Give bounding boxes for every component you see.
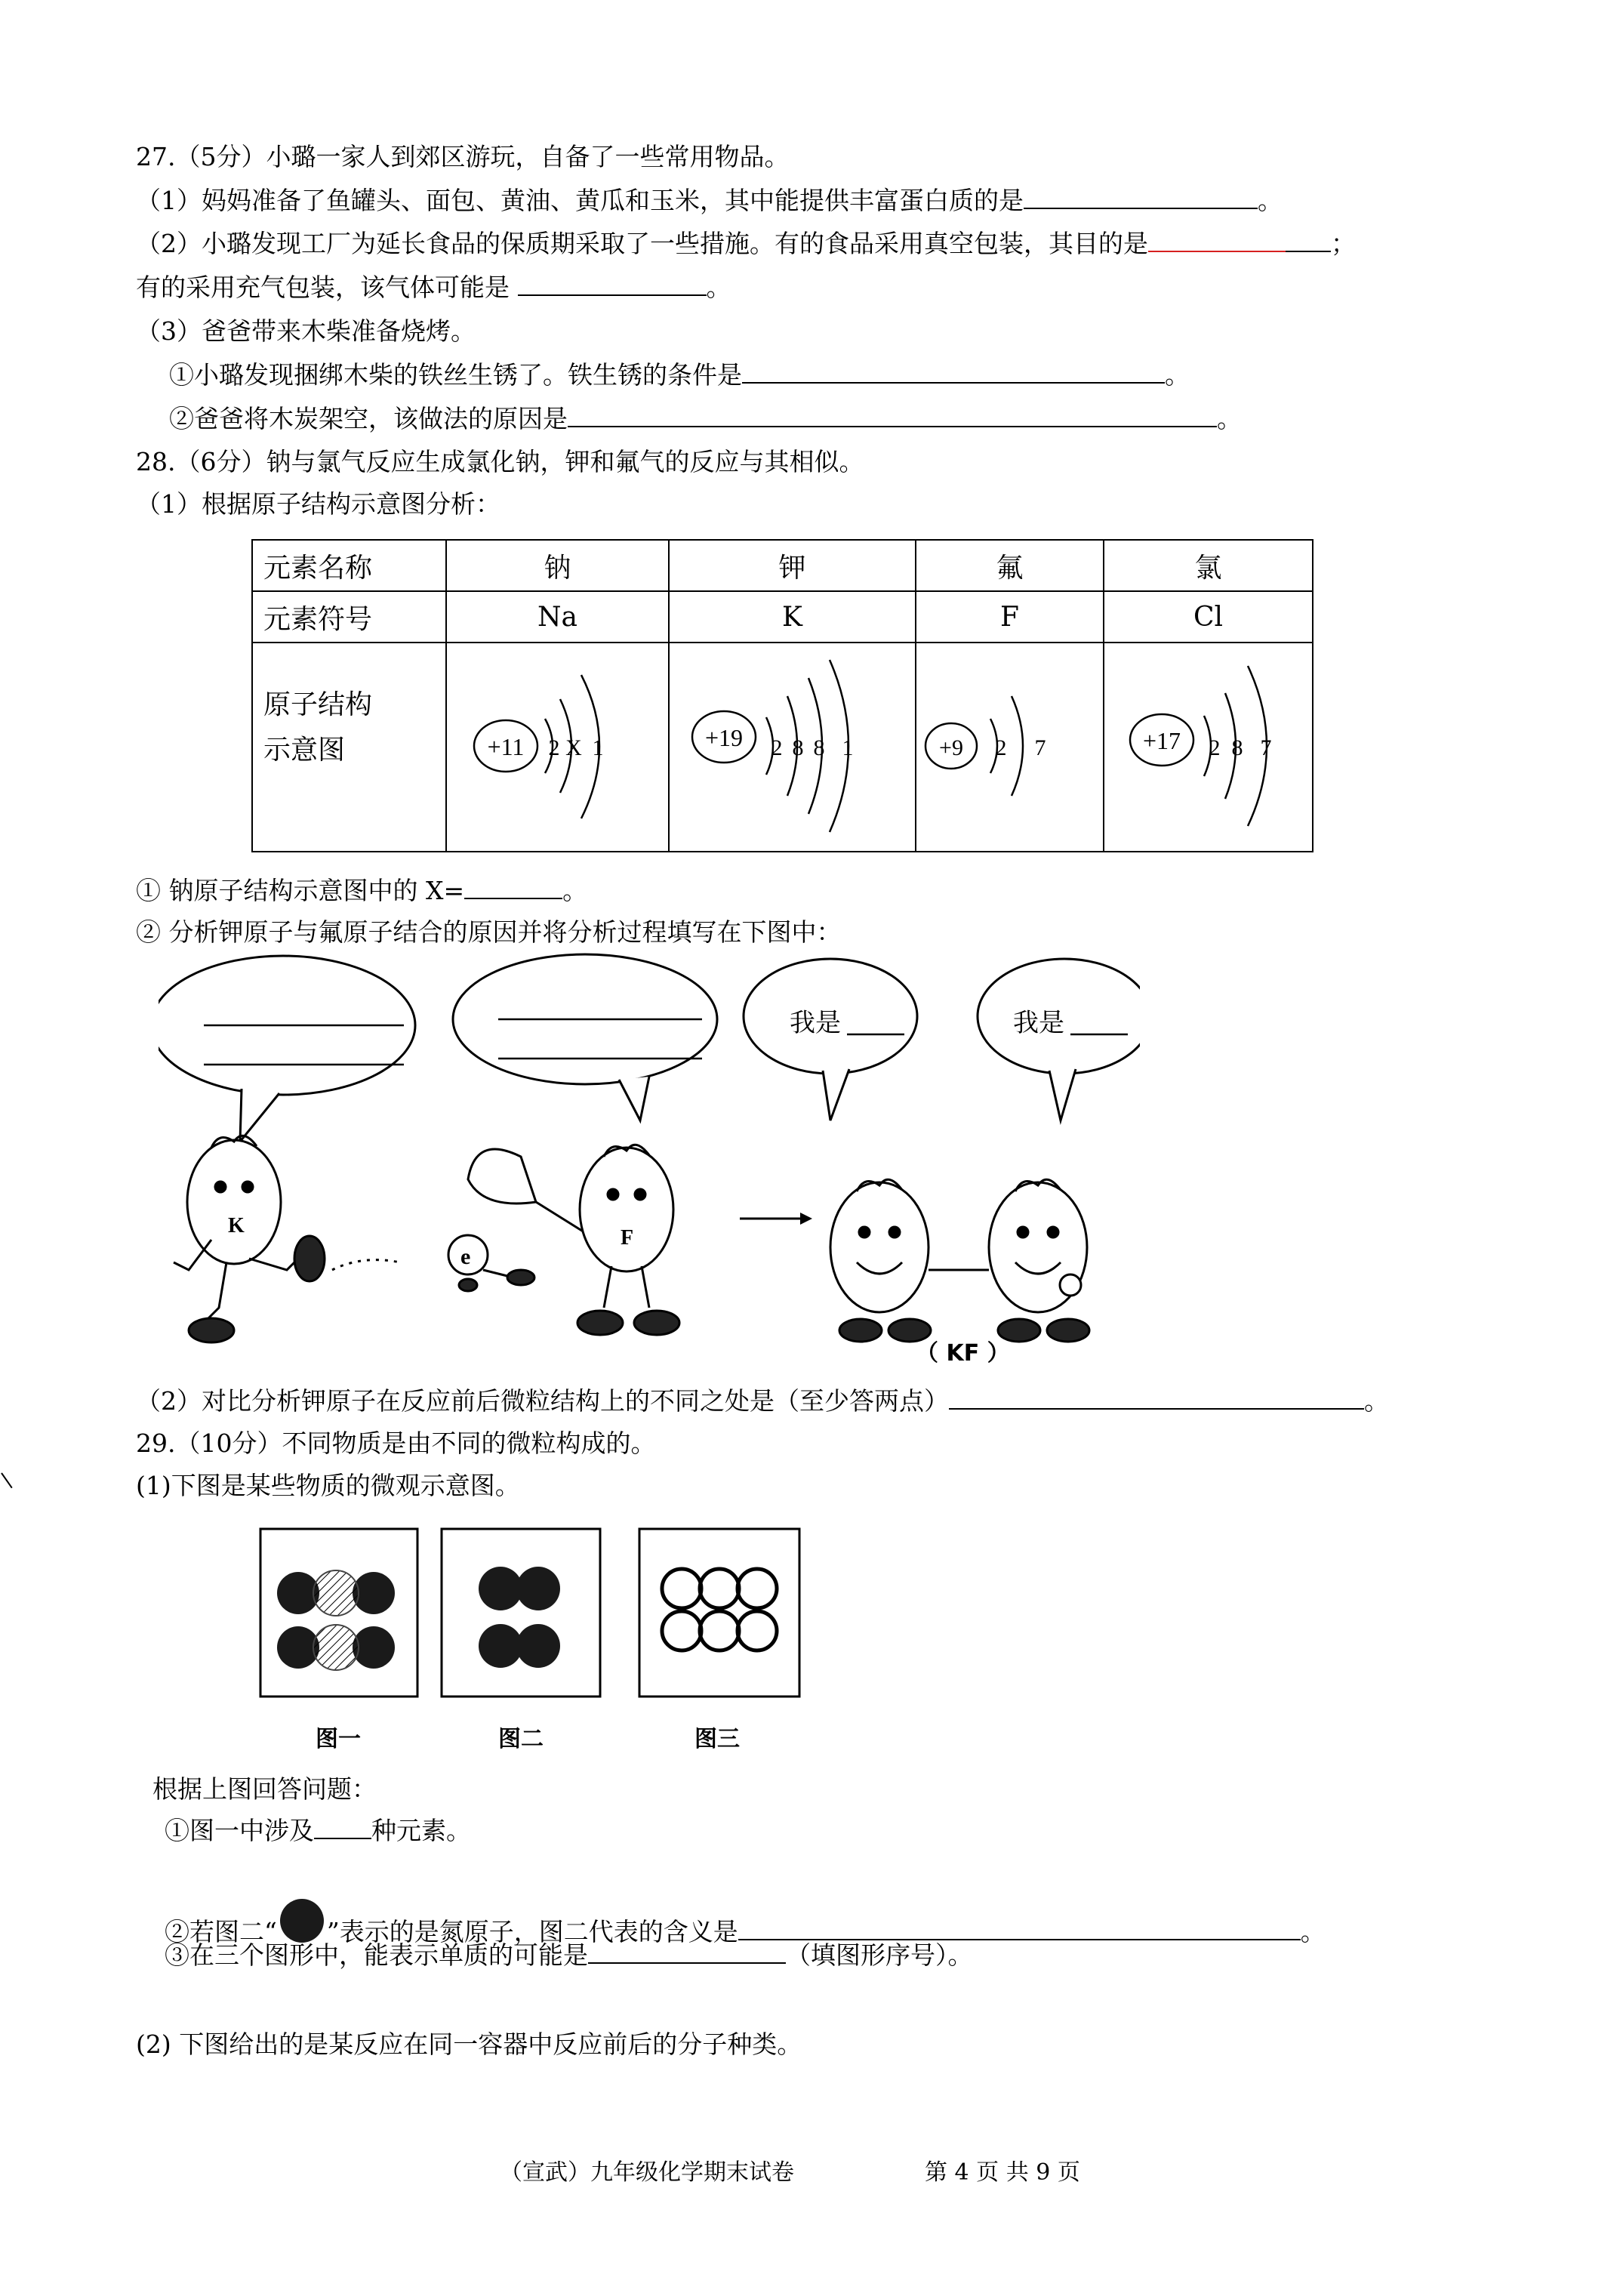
- atom-diagram-k: [669, 643, 916, 852]
- q29-part1: (1)下图是某些物质的微观示意图。: [136, 1471, 520, 1500]
- figure-1: [260, 1529, 417, 1697]
- q28-sub1: ① 钠原子结构示意图中的 X= 。: [136, 876, 588, 905]
- answer-blank[interactable]: [949, 1387, 1364, 1410]
- name-na: 钠: [446, 540, 669, 591]
- scan-mark: [1, 1472, 12, 1488]
- nucleus-label: +9: [939, 735, 963, 760]
- symbol-f: F: [916, 591, 1104, 643]
- shell-3-count: 7: [1260, 735, 1272, 760]
- answer-blank[interactable]: [742, 361, 1165, 384]
- atom-diagram-cl: [1104, 643, 1313, 852]
- q28-part1: （1）根据原子结构示意图分析：: [136, 489, 500, 519]
- figure-2: [442, 1529, 600, 1697]
- shell-3-count: 1: [592, 735, 604, 760]
- answer-blank[interactable]: [568, 405, 1217, 427]
- element-table: [251, 539, 1313, 852]
- symbol-cl: Cl: [1104, 591, 1313, 643]
- answer-blank[interactable]: [738, 1918, 1301, 1940]
- name-k: 钾: [669, 540, 916, 591]
- q27-part2a: （2）小璐发现工厂为延长食品的保质期采取了一些措施。有的食品采用真空包装，其目的是 ；: [136, 229, 1356, 258]
- answer-blank[interactable]: [464, 877, 562, 899]
- shell-1-count: 2: [548, 735, 560, 760]
- shell-1-count: 2: [771, 735, 783, 760]
- f-atom-character: [468, 1145, 679, 1335]
- q28-title: 28.（6分）钠与氯气反应生成氯化钠，钾和氟气的反应与其相似。: [136, 447, 864, 476]
- shell-2-count: 8: [792, 735, 804, 760]
- q28-part2: （2）对比分析钾原子在反应前后微粒结构上的不同之处是（至少答两点） 。: [136, 1386, 1389, 1416]
- shell-2-count: 7: [1034, 735, 1046, 760]
- shell-3-count: 8: [813, 735, 825, 760]
- nucleus-label: +17: [1142, 727, 1181, 754]
- symbol-k: K: [669, 591, 916, 643]
- kf-caption: （ KF ）: [916, 1340, 1010, 1367]
- row-label-name: 元素名称: [252, 540, 446, 591]
- f-label: F: [621, 1226, 634, 1250]
- shell-4-count: 1: [842, 735, 854, 760]
- answer-blank[interactable]: [1024, 186, 1258, 209]
- q27-part3a: ①小璐发现捆绑木柴的铁丝生锈了。铁生锈的条件是 。: [169, 360, 1190, 390]
- figure-3-caption: 图三: [694, 1726, 740, 1752]
- answer-blank[interactable]: [1148, 230, 1286, 252]
- shell-2-count: 8: [1231, 735, 1243, 760]
- answer-blank[interactable]: [518, 273, 707, 296]
- symbol-na: Na: [446, 591, 669, 643]
- footer-left: （宣武）九年级化学期末试卷: [500, 2159, 794, 2186]
- footer-page: 第 4 页 共 9 页: [925, 2159, 1080, 2186]
- q27-part1: （1）妈妈准备了鱼罐头、面包、黄油、黄瓜和玉米，其中能提供丰富蛋白质的是 。: [136, 186, 1283, 215]
- black-atom-icon: [280, 1899, 324, 1943]
- q29-sub-b: ②若图二“ ”表示的是氮原子，图二代表的含义是 。: [165, 1899, 1326, 1947]
- q29-intro: 根据上图回答问题：: [152, 1774, 377, 1804]
- q27-part2b: 有的采用充气包装，该气体可能是 。: [136, 273, 731, 302]
- k-label: K: [228, 1214, 245, 1237]
- q29-sub-c: ③在三个图形中，能表示单质的可能是 （填图形序号）。: [165, 1940, 973, 1970]
- nucleus-label: +19: [704, 724, 744, 751]
- q29-sub-a: ①图一中涉及 种元素。: [165, 1816, 471, 1845]
- atom-diagram-na: [446, 643, 669, 852]
- k-atom-character: [174, 1136, 325, 1342]
- row-label-diagram: 原子结构 示意图: [252, 643, 446, 852]
- q27-part3b: ②爸爸将木炭架空，该做法的原因是 。: [169, 404, 1242, 433]
- name-f: 氟: [916, 540, 1104, 591]
- row-label-symbol: 元素符号: [252, 591, 446, 643]
- answer-blank[interactable]: [314, 1817, 371, 1839]
- bubble-text-right: 我是: [1013, 1008, 1064, 1038]
- bubble-text-left: 我是: [790, 1008, 841, 1038]
- micro-diagrams: [257, 1525, 815, 1721]
- nucleus-label: +11: [487, 733, 525, 760]
- atom-diagram-f: [916, 643, 1104, 852]
- q28-sub2: ② 分析钾原子与氟原子结合的原因并将分析过程填写在下图中：: [136, 917, 842, 947]
- q27-title: 27.（5分）小璐一家人到郊区游玩，自备了一些常用物品。: [136, 142, 790, 171]
- shell-2-count: X: [565, 735, 582, 760]
- shell-1-count: 2: [1209, 735, 1221, 760]
- q27-part3: （3）爸爸带来木柴准备烧烤。: [136, 316, 476, 346]
- figure-2-caption: 图二: [498, 1726, 544, 1752]
- figure-3: [639, 1529, 799, 1697]
- q29-part2: (2) 下图给出的是某反应在同一容器中反应前后的分子种类。: [136, 2029, 802, 2059]
- kf-pair-characters: [830, 1179, 1089, 1342]
- answer-blank[interactable]: [588, 1941, 786, 1964]
- name-cl: 氯: [1104, 540, 1313, 591]
- q29-title: 29.（10分）不同物质是由不同的微粒构成的。: [136, 1428, 656, 1458]
- figure-1-caption: 图一: [316, 1726, 361, 1752]
- electron-label: e: [460, 1244, 471, 1269]
- shell-1-count: 2: [995, 735, 1007, 760]
- kf-cartoon: [159, 953, 1140, 1376]
